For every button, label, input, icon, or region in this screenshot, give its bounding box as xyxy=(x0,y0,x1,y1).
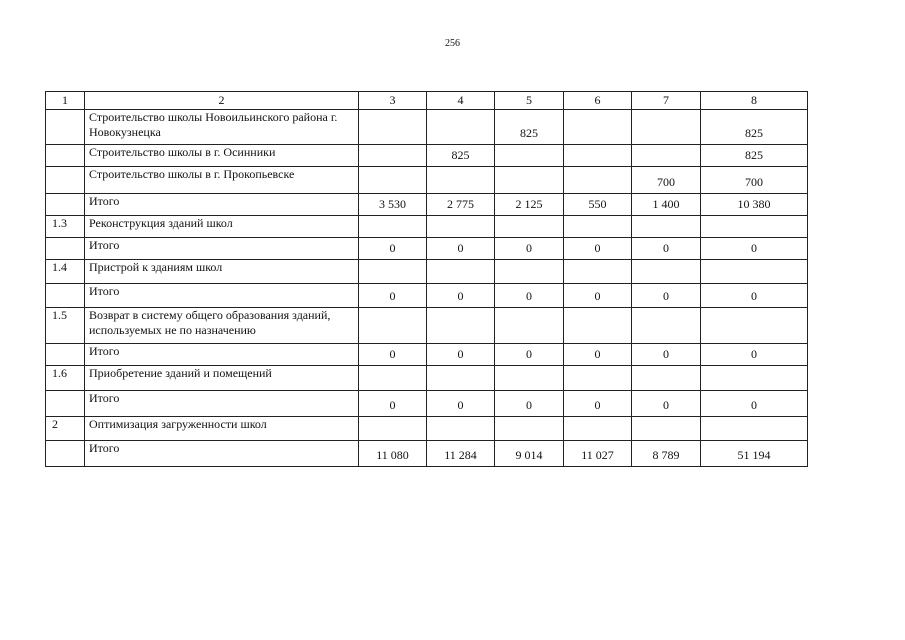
row-name: Приобретение зданий и помещений xyxy=(85,366,359,391)
value-cell xyxy=(632,366,701,391)
value-cell xyxy=(427,216,495,238)
value-cell: 825 xyxy=(495,110,564,145)
row-name: Пристрой к зданиям школ xyxy=(85,260,359,284)
value-cell xyxy=(427,167,495,194)
value-cell: 0 xyxy=(632,344,701,366)
value-cell: 10 380 xyxy=(701,194,808,216)
table-row xyxy=(46,417,808,441)
table-row xyxy=(46,238,808,260)
value-cell xyxy=(427,366,495,391)
value-cell xyxy=(427,110,495,145)
value-cell: 0 xyxy=(632,238,701,260)
header-cell: 4 xyxy=(427,92,495,110)
value-cell xyxy=(632,308,701,344)
value-cell xyxy=(495,366,564,391)
row-name: Реконструкция зданий школ xyxy=(85,216,359,238)
row-name: Строительство школы в г. Осинники xyxy=(85,145,359,167)
row-name: Оптимизация загруженности школ xyxy=(85,417,359,441)
value-cell xyxy=(632,216,701,238)
value-cell xyxy=(632,417,701,441)
value-cell xyxy=(564,145,632,167)
value-cell: 0 xyxy=(359,238,427,260)
value-cell: 700 xyxy=(701,167,808,194)
value-cell: 0 xyxy=(632,391,701,417)
value-cell: 0 xyxy=(427,284,495,308)
value-cell xyxy=(359,167,427,194)
value-cell: 8 789 xyxy=(632,441,701,467)
value-cell: 0 xyxy=(701,238,808,260)
row-code xyxy=(46,167,85,194)
table-row xyxy=(46,110,808,145)
value-cell xyxy=(701,417,808,441)
table-row xyxy=(46,216,808,238)
row-code xyxy=(46,194,85,216)
table-row xyxy=(46,308,808,344)
value-cell: 1 400 xyxy=(632,194,701,216)
value-cell: 0 xyxy=(427,344,495,366)
row-code xyxy=(46,284,85,308)
value-cell: 51 194 xyxy=(701,441,808,467)
value-cell xyxy=(632,260,701,284)
value-cell: 0 xyxy=(359,284,427,308)
value-cell xyxy=(495,260,564,284)
value-cell: 11 080 xyxy=(359,441,427,467)
header-cell: 1 xyxy=(46,92,85,110)
table-row xyxy=(46,260,808,284)
value-cell xyxy=(564,417,632,441)
value-cell: 0 xyxy=(427,391,495,417)
value-cell: 0 xyxy=(427,238,495,260)
value-cell xyxy=(564,216,632,238)
table-row xyxy=(46,366,808,391)
table-row xyxy=(46,194,808,216)
value-cell: 0 xyxy=(495,344,564,366)
row-code: 2 xyxy=(46,417,85,441)
value-cell xyxy=(564,260,632,284)
row-name: Строительство школы в г. Прокопьевске xyxy=(85,167,359,194)
header-cell: 8 xyxy=(701,92,808,110)
value-cell: 2 775 xyxy=(427,194,495,216)
value-cell: 0 xyxy=(564,238,632,260)
value-cell xyxy=(359,260,427,284)
value-cell: 825 xyxy=(701,110,808,145)
value-cell xyxy=(495,145,564,167)
row-name: Итого xyxy=(85,238,359,260)
row-code xyxy=(46,344,85,366)
value-cell: 11 027 xyxy=(564,441,632,467)
value-cell xyxy=(495,308,564,344)
value-cell xyxy=(564,167,632,194)
page-number: 256 xyxy=(445,38,460,49)
value-cell xyxy=(632,145,701,167)
value-cell: 825 xyxy=(701,145,808,167)
value-cell: 0 xyxy=(701,284,808,308)
value-cell xyxy=(701,260,808,284)
value-cell xyxy=(495,167,564,194)
value-cell: 2 125 xyxy=(495,194,564,216)
value-cell: 700 xyxy=(632,167,701,194)
row-code xyxy=(46,110,85,145)
value-cell xyxy=(701,216,808,238)
value-cell xyxy=(564,308,632,344)
header-cell: 2 xyxy=(85,92,359,110)
value-cell xyxy=(359,110,427,145)
value-cell xyxy=(564,110,632,145)
row-name: Итого xyxy=(85,441,359,467)
value-cell: 550 xyxy=(564,194,632,216)
row-code: 1.4 xyxy=(46,260,85,284)
value-cell: 11 284 xyxy=(427,441,495,467)
value-cell xyxy=(495,417,564,441)
row-code xyxy=(46,441,85,467)
value-cell: 9 014 xyxy=(495,441,564,467)
row-code xyxy=(46,145,85,167)
value-cell xyxy=(427,260,495,284)
value-cell: 0 xyxy=(359,344,427,366)
value-cell: 0 xyxy=(564,344,632,366)
value-cell: 0 xyxy=(701,391,808,417)
value-cell xyxy=(495,216,564,238)
row-name: Итого xyxy=(85,284,359,308)
row-code: 1.3 xyxy=(46,216,85,238)
value-cell xyxy=(359,145,427,167)
value-cell xyxy=(427,308,495,344)
row-code: 1.6 xyxy=(46,366,85,391)
value-cell: 0 xyxy=(632,284,701,308)
table-row xyxy=(46,441,808,467)
table-row xyxy=(46,391,808,417)
header-cell: 6 xyxy=(564,92,632,110)
row-name: Строительство школы Новоильинского района г. Новокузнецка xyxy=(85,110,359,145)
value-cell: 825 xyxy=(427,145,495,167)
row-name: Итого xyxy=(85,344,359,366)
value-cell: 0 xyxy=(564,284,632,308)
value-cell: 0 xyxy=(495,284,564,308)
value-cell: 0 xyxy=(495,238,564,260)
value-cell xyxy=(564,366,632,391)
value-cell xyxy=(632,110,701,145)
value-cell xyxy=(359,216,427,238)
row-code: 1.5 xyxy=(46,308,85,344)
header-row xyxy=(46,92,808,110)
row-name: Итого xyxy=(85,194,359,216)
value-cell xyxy=(359,308,427,344)
table-row xyxy=(46,284,808,308)
table-row xyxy=(46,344,808,366)
value-cell: 3 530 xyxy=(359,194,427,216)
value-cell xyxy=(359,417,427,441)
table-row xyxy=(46,167,808,194)
value-cell: 0 xyxy=(359,391,427,417)
header-cell: 3 xyxy=(359,92,427,110)
value-cell xyxy=(427,417,495,441)
row-code xyxy=(46,391,85,417)
header-cell: 5 xyxy=(495,92,564,110)
value-cell xyxy=(701,308,808,344)
header-cell: 7 xyxy=(632,92,701,110)
row-name: Итого xyxy=(85,391,359,417)
row-name: Возврат в систему общего образования зданий, используемых не по назначению xyxy=(85,308,359,344)
table-row xyxy=(46,145,808,167)
budget-table xyxy=(45,91,808,467)
value-cell: 0 xyxy=(701,344,808,366)
row-code xyxy=(46,238,85,260)
value-cell: 0 xyxy=(495,391,564,417)
value-cell xyxy=(701,366,808,391)
value-cell: 0 xyxy=(564,391,632,417)
value-cell xyxy=(359,366,427,391)
